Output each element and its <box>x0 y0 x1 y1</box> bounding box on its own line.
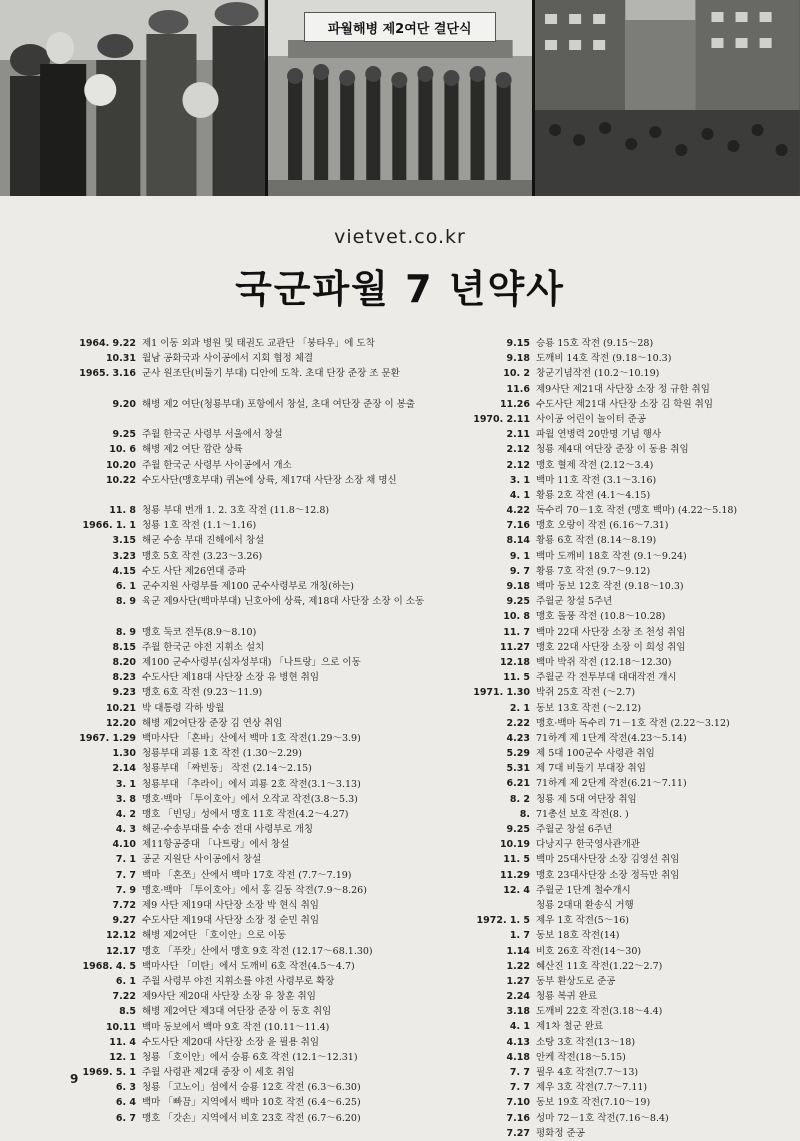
timeline-row: 9.18 백마 동보 12호 작전 (9.18～10.3) <box>506 581 684 592</box>
timeline-row: 8. 9 육군 제9사단(백마부대) 닌호아에 상륙, 제18대 사단장 소장 이 소동 <box>115 596 425 608</box>
timeline-row: 7. 1 공군 지원단 사이공에서 창설 <box>115 854 262 866</box>
timeline-row: 8.20 제100 군수사령부(십자성부대) 「나트랑」으로 이동 <box>112 657 361 668</box>
timeline-row: 4. 1 제1차 철군 완료 <box>509 1021 604 1033</box>
timeline-row: 12.17 맹호 「푸캇」산에서 맹호 9호 작전 (12.17～68.1.30) <box>105 945 373 957</box>
parade-banner: 파월해병 제2여단 결단식 <box>304 12 496 42</box>
timeline-row: 10. 6 해병 제2 여단 깜란 상륙 <box>109 444 243 456</box>
timeline-row: 7.72 제9 사단 제19대 사단장 소장 박 현식 취임 <box>112 900 319 911</box>
timeline-row: 4. 2 맹호 「빈딩」성에서 맹호 11호 작전(4.2～4.27) <box>115 808 349 820</box>
timeline-row: 4.13 소탕 3호 작전(13～18) <box>506 1036 636 1048</box>
timeline-row: 9. 7 황룡 7호 작전 (9.7～9.12) <box>509 565 651 577</box>
timeline-row: 12. 4 주월군 1단계 철수개시 <box>503 884 631 896</box>
timeline-row: 1. 7 동보 18호 작전(14) <box>509 930 620 942</box>
timeline-row: 9. 1 백마 도깨비 18호 작전 (9.1～9.24) <box>509 550 687 562</box>
timeline-row: 7. 7 제우 3호 작전(7.7～7.11) <box>509 1082 648 1094</box>
photo-marine-parade <box>268 0 533 196</box>
timeline-row: 5.31 제 7대 비둘기 부대장 취임 <box>506 763 646 775</box>
timeline-row: 6. 3 청룡 「고노이」섬에서 승룡 12호 작전 (6.3～6.30) <box>115 1082 361 1094</box>
timeline-row: 7.16 맹호 오랑이 작전 (6.16～7.31) <box>506 520 669 532</box>
timeline-row: 1970. 2.11 사이공 어린이 놀이터 준공 <box>473 413 647 425</box>
timeline-row: 9.18 도깨비 14호 작전 (9.18～10.3) <box>506 353 672 365</box>
timeline-row: 6. 1 주월 사령부 야전 지휘소를 야전 사령부로 확장 <box>115 975 335 987</box>
timeline-row: 12.20 해병 제2여단장 준장 김 연상 취임 <box>105 717 283 729</box>
timeline-row: 2.24 청룡 복귀 완료 <box>506 991 598 1003</box>
timeline-row: 10.20 주월 한국군 사령부 사이공에서 개소 <box>105 459 292 471</box>
timeline-row: 10. 8 맹호 돌풍 작전 (10.8～10.28) <box>503 611 666 623</box>
timeline-row: 12.12 해병 제2여단 「호이안」으로 이동 <box>105 930 287 942</box>
timeline-row: 4. 3 해군·수송부대를 수송 전대 사령부로 개칭 <box>115 824 314 836</box>
timeline-row: 9.23 맹호 6호 작전 (9.23～11.9) <box>112 687 263 699</box>
timeline-row: 11. 5 백마 25대사단장 소장 김영선 취임 <box>503 854 680 866</box>
timeline-row: 3. 8 맹호·백마 「투이호아」에서 오작교 작전(3.8～5.3) <box>115 793 358 805</box>
timeline-row: 11.6 제9사단 제21대 사단장 소장 정 규한 취임 <box>506 383 710 395</box>
timeline-row: 7.16 성마 72－1호 작전(7.16～8.4) <box>506 1112 669 1124</box>
photo-crowd-street <box>535 0 800 196</box>
timeline-row: 8. 2 청룡 제 5대 여단장 취임 <box>509 793 637 805</box>
timeline-row: 6. 1 군수지원 사령부를 제100 군수사령부로 개칭(하는) <box>115 581 354 593</box>
timeline-row: 6. 4 백마 「빠끔」지역에서 백마 10호 작전 (6.4～6.25) <box>115 1097 361 1109</box>
timeline-row: 7.10 동보 19호 작전(7.10～19) <box>506 1097 651 1109</box>
timeline-row: 2.14 청룡부대 「짜빈동」 작전 (2.14～2.15) <box>112 763 312 775</box>
timeline-row: 3. 1 백마 11호 작전 (3.1～3.16) <box>509 474 657 486</box>
timeline-row: 1971. 1.30 박쥐 25호 작전 (～2.7) <box>473 687 636 699</box>
timeline-row: 1.22 혜산진 11호 작전(1.22～2.7) <box>506 960 663 972</box>
timeline-row: 3.18 도깨비 22호 작전(3.18～4.4) <box>506 1006 663 1018</box>
timeline-row: 4.15 수도 사단 제26연대 증파 <box>112 565 246 577</box>
timeline-row: 8.15 주월 한국군 야전 지휘소 설치 <box>112 641 265 653</box>
timeline-row: 4.10 제11항공중대 「나트랑」에서 창설 <box>112 839 290 851</box>
timeline-row: 7. 7 백마 「혼쪼」산에서 백마 17호 작전 (7.7～7.19) <box>115 869 352 881</box>
timeline-row: 청룡 2대대 환송식 거행 <box>536 899 634 911</box>
timeline-row: 11. 5 주월군 각 전투부대 대대작전 개시 <box>503 672 677 684</box>
timeline-row: 11.26 수도사단 제21대 사단장 소장 김 학원 취임 <box>499 398 714 410</box>
timeline-row: 1968. 4. 5 백마사단 「미탄」에서 도깨비 6호 작전(4.5～4.7) <box>82 960 355 972</box>
timeline-row: 11. 4 수도사단 제20대 사단장 소장 윤 필용 취임 <box>109 1036 320 1048</box>
timeline-row: 2.12 청룡 제4대 여단장 준장 이 동용 취임 <box>506 444 689 456</box>
timeline-row: 2.11 파월 연병력 20만명 기념 행사 <box>506 429 662 441</box>
timeline-left-column <box>70 336 460 1126</box>
timeline-row: 1.14 비호 26호 작전(14～30) <box>506 945 642 957</box>
timeline-row: 1965. 3.16 군사 원조단(비둘기 부대) 디안에 도착. 초대 단장 준장 조 문환 <box>79 368 400 380</box>
timeline-row: 3.15 해군 수송 부대 진해에서 창설 <box>112 535 265 547</box>
timeline-row: 12. 1 청룡 「호이안」에서 승룡 6호 작전 (12.1～12.31) <box>109 1051 358 1063</box>
timeline-row: 10.11 백마 동보에서 백마 9호 작전 (10.11～11.4) <box>105 1021 330 1033</box>
photo-welcome-ceremony <box>0 0 265 196</box>
timeline-row: 8.5 해병 제2여단 제3대 여단장 준장 이 동호 취임 <box>119 1006 332 1018</box>
timeline-row: 10. 2 창군기념작전 (10.2～10.19) <box>503 368 660 380</box>
site-url: vietvet.co.kr <box>334 226 466 248</box>
timeline-row: 4.22 독수리 70－1호 작전 (맹호 백마) (4.22～5.18) <box>506 505 738 517</box>
timeline-row: 9.25 주월군 창설 5주년 <box>506 596 613 608</box>
photo-strip <box>0 0 800 196</box>
timeline-row: 4. 1 황룡 2호 작전 (4.1～4.15) <box>509 489 651 501</box>
timeline-row: 10.19 다낭지구 한국영사관개관 <box>499 839 640 851</box>
timeline-row: 10.31 월남 공화국과 사이공에서 지회 협정 체결 <box>105 353 314 365</box>
timeline-row: 8.23 수도사단 제18대 사단장 소장 유 병현 취임 <box>112 672 320 684</box>
timeline-row: 6. 7 맹호 「갓손」지역에서 비호 23호 작전 (6.7～6.20) <box>115 1112 361 1124</box>
page-number: 9 <box>70 1072 79 1086</box>
timeline-row: 2.12 맹호 혈제 작전 (2.12～3.4) <box>506 459 654 471</box>
timeline-row: 10.22 수도사단(맹호부대) 퀴논에 상륙, 제17대 사단장 소장 채 명신 <box>105 474 397 486</box>
timeline-row: 9.25 주월 한국군 사령부 서울에서 창설 <box>112 429 283 441</box>
timeline-row: 12.18 백마 박쥐 작전 (12.18～12.30) <box>499 656 672 668</box>
timeline-row: 9.15 승룡 15호 작전 (9.15～28) <box>506 338 654 349</box>
page-title: 국군파월 7 년약사 <box>235 267 565 311</box>
timeline-row: 8. 9 맹호 둑코 전투(8.9～8.10) <box>115 626 257 638</box>
timeline-row: 1966. 1. 1 청룡 1호 작전 (1.1～1.16) <box>82 520 257 532</box>
timeline-row: 7. 7 필우 4호 작전(7.7～13) <box>509 1067 639 1078</box>
timeline-row: 8. 71총선 보호 작전(8. ) <box>519 808 629 820</box>
timeline-row: 1972. 1. 5 제우 1호 작전(5～16) <box>476 915 630 927</box>
timeline-row: 3.23 맹호 5호 작전 (3.23～3.26) <box>112 550 263 562</box>
timeline-row: 2. 1 동보 13호 작전 (～2.12) <box>509 702 642 714</box>
timeline-row: 11.27 맹호 22대 사단장 소장 이 희성 취임 <box>499 641 686 653</box>
timeline-row: 11. 7 백마 22대 사단장 소장 조 천성 취임 <box>503 626 686 638</box>
timeline-row: 9.25 주월군 창설 6주년 <box>506 824 613 835</box>
timeline-row: 7.22 제9사단 제20대 사단장 소장 유 창훈 취임 <box>112 991 316 1003</box>
timeline-row: 1.30 청룡부대 괴룡 1호 작전 (1.30～2.29) <box>112 748 302 760</box>
timeline-row: 10.21 박 대통령 각하 방월 <box>105 702 225 714</box>
timeline-row: 11. 8 청룡 부대 번개 1. 2. 3호 작전 (11.8～12.8) <box>109 505 330 517</box>
timeline-row: 8.14 황룡 6호 작전 (8.14～8.19) <box>506 535 657 547</box>
timeline-row: 1.27 동부 환상도로 준공 <box>506 975 616 987</box>
timeline-row: 5.29 제 5대 100군수 사령관 취임 <box>506 748 655 760</box>
timeline-row: 2.22 맹호·백마 독수리 71－1호 작전 (2.22～3.12) <box>506 717 730 729</box>
timeline-row: 9.20 해병 제2 여단(청룡부대) 포항에서 창설, 초대 여단장 준장 이 봉출 <box>112 398 416 410</box>
timeline-row: 1967. 1.29 백마사단 「혼바」산에서 백마 1호 작전(1.29～3.9) <box>79 732 361 744</box>
timeline-row: 1969. 5. 1 주월 사령관 제2대 중장 이 세호 취임 <box>82 1067 295 1079</box>
timeline-row: 9.27 수도사단 제19대 사단장 소장 정 순민 취임 <box>112 915 320 927</box>
timeline-row: 7.27 평화정 준공 <box>506 1127 585 1139</box>
timeline-row: 11.29 맹호 23대사단장 소장 정득만 취임 <box>499 869 680 881</box>
timeline-row: 6.21 71하계 제 2단계 작전(6.21～7.11) <box>506 778 687 790</box>
timeline-row: 3. 1 청룡부대 「추라이」에서 괴룡 2호 작전(3.1～3.13) <box>115 778 361 790</box>
timeline-row: 1964. 9.22 제1 이동 외과 병원 및 태권도 교관단 「붕타우」에 도착 <box>79 338 375 349</box>
timeline-row: 4.23 71하계 제 1단계 작전(4.23～5.14) <box>506 732 687 744</box>
timeline-row: 7. 9 맹호·백마 「투이호아」에서 홍 길동 작전(7.9～8.26) <box>115 884 367 896</box>
timeline-row: 4.18 안케 작전(18～5.15) <box>506 1051 626 1063</box>
timeline-right-column <box>464 336 794 1141</box>
